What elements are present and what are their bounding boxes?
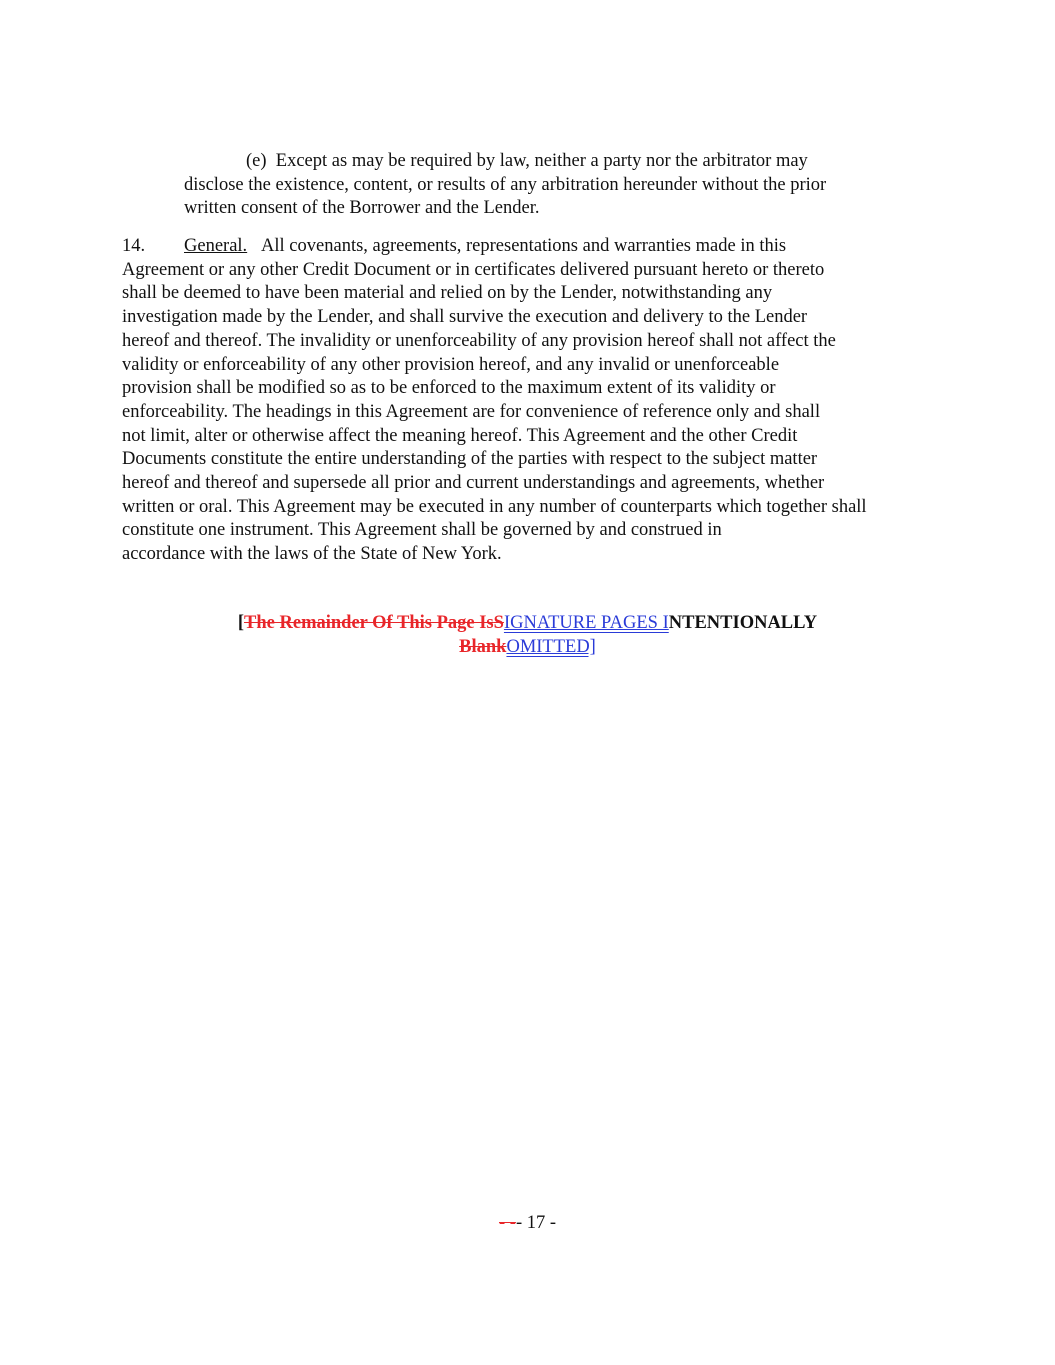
section-14-line-12: written or oral. This Agreement may be executed in any number of counterparts which together shall	[122, 496, 867, 517]
signature-notice-plain-text: NTENTIONALLY	[668, 613, 818, 633]
open-bracket: [	[237, 613, 245, 633]
paragraph-e-line-3: written consent of the Borrower and the Lender.	[184, 198, 540, 219]
section-14-line-4: investigation made by the Lender, and shall survive the execution and delivery to the Lender	[122, 307, 808, 328]
section-14-line-14: accordance with the laws of the State of New York.	[122, 544, 502, 565]
section-14-line-7: provision shall be modified so as to be enforced to the maximum extent of its validity or	[122, 378, 776, 399]
page-number	[0, 1211, 1055, 1235]
section-14-line-10: Documents constitute the entire understanding of the parties with respect to the subject matter	[122, 449, 818, 470]
section-heading: General.	[184, 236, 248, 256]
section-14-line-1: 14. General. All covenants, agreements, representations and warranties made in this	[122, 235, 932, 259]
inserted-text: OMITTED]	[506, 637, 596, 657]
deleted-text: Blank	[459, 637, 507, 657]
section-14-line-11: hereof and thereof and supersede all prior and current understandings and agreements, whether	[122, 473, 825, 494]
paragraph-e	[184, 150, 904, 221]
signature-notice-line-2	[150, 635, 905, 659]
section-14-general	[122, 235, 932, 567]
signature-pages-notice	[150, 611, 905, 659]
deleted-text: S	[493, 613, 504, 633]
section-number: 14.	[122, 236, 146, 256]
section-14-line-13: constitute one instrument. This Agreement shall be governed by and construed in	[122, 520, 722, 541]
deleted-dash: - -	[498, 1213, 516, 1233]
section-14-line-6: validity or enforceability of any other provision hereof, and any invalid or unenforceable	[122, 354, 780, 375]
section-14-line-2: Agreement or any other Credit Document or in certificates delivered pursuant hereto or thereto	[122, 259, 825, 280]
page-number-text: - 17 -	[515, 1213, 557, 1233]
paragraph-e-line-2: disclose the existence, content, or results of any arbitration hereunder without the prior	[184, 174, 827, 195]
signature-notice-line-1	[150, 611, 905, 635]
section-14-line-3: shall be deemed to have been material and relied on by the Lender, notwithstanding any	[122, 283, 773, 304]
section-14-line-5: hereof and thereof. The invalidity or unenforceability of any provision hereof shall not affect the	[122, 330, 836, 351]
deleted-text: The Remainder Of This Page Is	[244, 613, 494, 633]
paragraph-e-label: (e)	[246, 151, 267, 171]
inserted-text: IGNATURE PAGES I	[503, 613, 669, 633]
section-14-line-8: enforceability. The headings in this Agreement are for convenience of reference only and shall	[122, 401, 821, 422]
section-14-line-9: not limit, alter or otherwise affect the meaning hereof. This Agreement and the other Credit	[122, 425, 798, 446]
paragraph-e-line-1: (e) Except as may be required by law, neither a party nor the arbitrator may	[246, 151, 808, 171]
